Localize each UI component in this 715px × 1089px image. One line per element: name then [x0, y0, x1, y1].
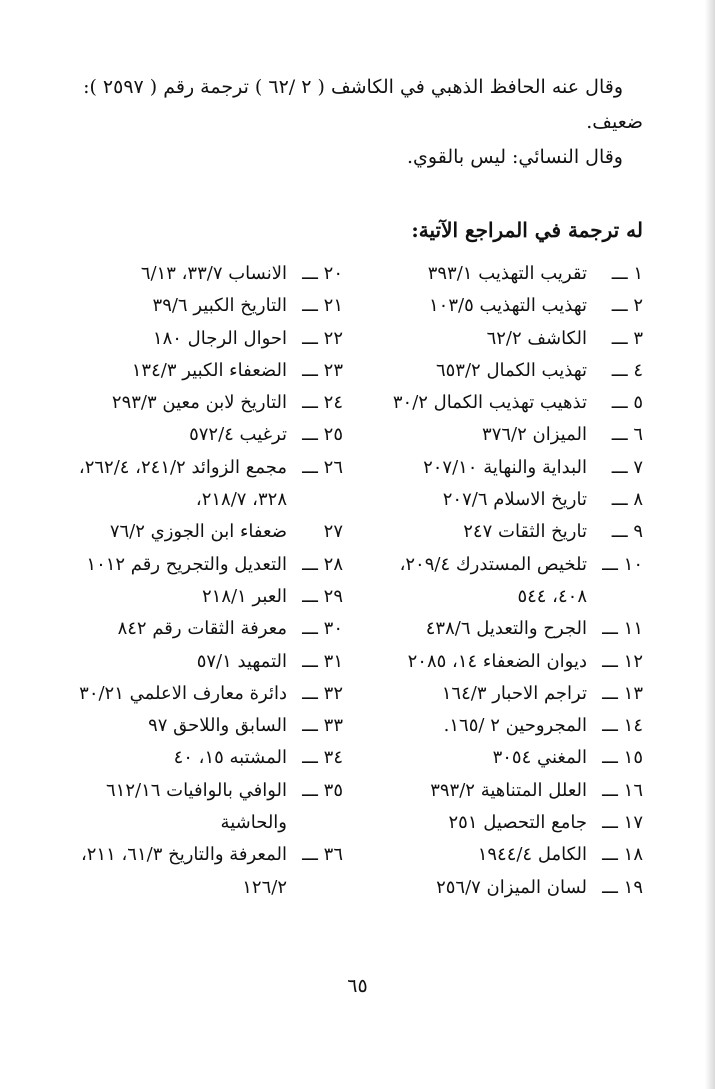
- reference-item: [373, 613, 643, 645]
- reference-number: ٣٤ ـــ: [302, 747, 343, 769]
- reference-text: الميزان ٣٧٦/٢: [482, 424, 587, 446]
- reference-item: [71, 646, 343, 678]
- reference-text: الضعفاء الكبير ١٣٤/٣: [131, 359, 287, 381]
- reference-text: تاريخ الثقات ٢٤٧: [463, 521, 587, 543]
- reference-item: [373, 646, 643, 678]
- reference-item: [373, 516, 643, 548]
- reference-item: [373, 839, 643, 871]
- reference-item: [373, 258, 643, 290]
- reference-text: جامع التحصيل ٢٥١: [448, 812, 587, 834]
- reference-number: ١٣ ـــ: [602, 682, 643, 704]
- nasai-quote: وقال النسائي: ليس بالقوي.: [407, 146, 623, 168]
- reference-number: ١٦ ـــ: [602, 779, 643, 801]
- reference-number: ٢٨ ـــ: [302, 553, 343, 575]
- reference-text: معرفة الثقات رقم ٨٤٢: [117, 618, 287, 640]
- reference-number: ٣٢ ـــ: [302, 682, 343, 704]
- reference-item: [373, 678, 643, 710]
- reference-text: ترغيب ٥٧٢/٤: [189, 424, 287, 446]
- reference-number: ١٥ ـــ: [602, 747, 643, 769]
- reference-item: [373, 742, 643, 774]
- reference-item: [373, 355, 643, 387]
- reference-text: المعرفة والتاريخ ٦١/٣، ٢١١، ١٢٦/٢: [80, 844, 287, 898]
- reference-text: تهذيب التهذيب ١٠٣/٥: [429, 295, 587, 317]
- reference-number: ٢٩ ـــ: [302, 585, 343, 607]
- reference-text: تاريخ الاسلام ٢٠٧/٦: [442, 489, 587, 511]
- reference-item: [71, 419, 343, 451]
- reference-item: [71, 387, 343, 419]
- reference-item: [373, 549, 643, 614]
- reference-number: ١٤ ـــ: [602, 715, 643, 737]
- reference-number: ٧ ـــ: [611, 456, 643, 478]
- reference-item: [71, 742, 343, 774]
- reference-text: الكاشف ٦٢/٢: [486, 327, 587, 349]
- reference-text: التاريخ لابن معين ٢٩٣/٣: [111, 392, 287, 414]
- reference-number: ٣٥ ـــ: [302, 779, 343, 801]
- references-column-left: [71, 258, 343, 904]
- reference-number: ٢٥ ـــ: [302, 424, 343, 446]
- reference-item: [373, 387, 643, 419]
- reference-item: [373, 323, 643, 355]
- reference-item: [71, 549, 343, 581]
- reference-number: ٦ ـــ: [611, 424, 643, 446]
- reference-text: احوال الرجال ١٨٠: [152, 327, 287, 349]
- page-number: ٦٥: [347, 975, 368, 997]
- reference-number: ١٩ ـــ: [602, 876, 643, 898]
- reference-text: المجروحين ٢ /١٦٥.: [443, 715, 587, 737]
- reference-item: [71, 678, 343, 710]
- reference-number: ٣٣ ـــ: [302, 715, 343, 737]
- reference-item: [71, 516, 343, 548]
- reference-number: ٢٦ ـــ: [302, 456, 343, 478]
- intro-paragraph: [83, 70, 643, 175]
- reference-number: ٢١ ـــ: [302, 295, 343, 317]
- reference-text: تذهيب تهذيب الكمال ٣٠/٢: [392, 392, 587, 414]
- reference-text: دائرة معارف الاعلمي ٣٠/٢١: [79, 682, 287, 704]
- reference-number: ٤ ـــ: [611, 359, 643, 381]
- reference-text: البداية والنهاية ٢٠٧/١٠: [423, 456, 587, 478]
- reference-item: [373, 452, 643, 484]
- reference-text: السابق واللاحق ٩٧: [148, 715, 287, 737]
- reference-text: تقريب التهذيب ٣٩٣/١: [427, 263, 587, 284]
- reference-item: [71, 775, 343, 840]
- reference-item: [373, 872, 643, 904]
- reference-text: الانساب ٣٣/٧، ٦/١٣: [140, 263, 287, 284]
- reference-text: تراجم الاحبار ١٦٤/٣: [441, 682, 587, 704]
- reference-text: المغني ٣٠٥٤: [492, 747, 587, 769]
- reference-number: ٢٣ ـــ: [302, 359, 343, 381]
- reference-text: مجمع الزوائد ٢٤١/٢، ٢٦٢/٤، ٣٢٨، ٢١٨/٧،: [78, 456, 287, 511]
- reference-item: [373, 775, 643, 807]
- reference-text: الجرح والتعديل ٤٣٨/٦: [425, 618, 587, 640]
- reference-item: [71, 290, 343, 322]
- reference-number: ٢ ـــ: [611, 295, 643, 317]
- reference-text: العلل المتناهية ٣٩٣/٢: [430, 779, 587, 801]
- reference-text: لسان الميزان ٢٥٦/٧: [436, 876, 587, 898]
- reference-item: [71, 710, 343, 742]
- reference-text: ضعفاء ابن الجوزي ٧٦/٢: [109, 521, 287, 543]
- reference-number: ١١ ـــ: [602, 618, 643, 640]
- reference-item: [373, 710, 643, 742]
- reference-number: ٨ ـــ: [611, 489, 643, 511]
- references-heading: له ترجمة في المراجع الآتية:: [411, 218, 643, 242]
- reference-item: [373, 807, 643, 839]
- reference-number: ٢٢ ـــ: [302, 327, 343, 349]
- reference-item: [71, 355, 343, 387]
- reference-item: [71, 613, 343, 645]
- page-edge-shadow: [705, 0, 715, 1089]
- reference-number: ١٠ ـــ: [602, 553, 643, 575]
- reference-number: ٢٤ ـــ: [302, 392, 343, 414]
- reference-text: الوافي بالوافيات ٦١٢/١٦ والحاشية: [106, 779, 287, 834]
- reference-number: ٢٠ ـــ: [302, 263, 343, 284]
- reference-number: ٣١ ـــ: [302, 650, 343, 672]
- reference-number: ٥ ـــ: [611, 392, 643, 414]
- reference-item: [373, 419, 643, 451]
- reference-number: ٣ ـــ: [611, 327, 643, 349]
- reference-number: ١٧ ـــ: [602, 812, 643, 834]
- references-column-right: [373, 258, 643, 904]
- reference-number: ٣٠ ـــ: [302, 618, 343, 640]
- reference-item: [71, 839, 343, 904]
- reference-number: ١ ـــ: [611, 263, 643, 284]
- reference-text: التاريخ الكبير ٣٩/٦: [152, 295, 287, 317]
- reference-number: ١٢ ـــ: [602, 650, 643, 672]
- reference-text: التمهيد ٥٧/١: [196, 650, 287, 672]
- reference-number: ٩ ـــ: [611, 521, 643, 543]
- reference-item: [71, 323, 343, 355]
- reference-number: ١٨ ـــ: [602, 844, 643, 866]
- reference-text: العبر ٢١٨/١: [201, 585, 287, 607]
- reference-item: [71, 581, 343, 613]
- reference-text: التعديل والتجريح رقم ١٠١٢: [86, 553, 287, 575]
- reference-item: [71, 258, 343, 290]
- reference-text: تلخيص المستدرك ٢٠٩/٤، ٤٠٨، ٥٤٤: [399, 553, 587, 607]
- reference-text: تهذيب الكمال ٦٥٣/٢: [435, 359, 587, 381]
- reference-number: ٢٧: [323, 521, 343, 543]
- dhahabi-quote: وقال عنه الحافظ الذهبي في الكاشف ( ٢ /٦٢ ) ترجمة رقم ( ٢٥٩٧ ): ضعيف.: [83, 76, 643, 133]
- reference-text: الكامل ١٩٤٤/٤: [477, 844, 587, 866]
- reference-number: ٣٦ ـــ: [302, 844, 343, 866]
- reference-item: [71, 452, 343, 517]
- reference-text: المشتبه ١٥، ٤٠: [173, 747, 287, 769]
- reference-item: [373, 290, 643, 322]
- reference-item: [373, 484, 643, 516]
- reference-text: ديوان الضعفاء ١٤، ٢٠٨٥: [407, 650, 587, 672]
